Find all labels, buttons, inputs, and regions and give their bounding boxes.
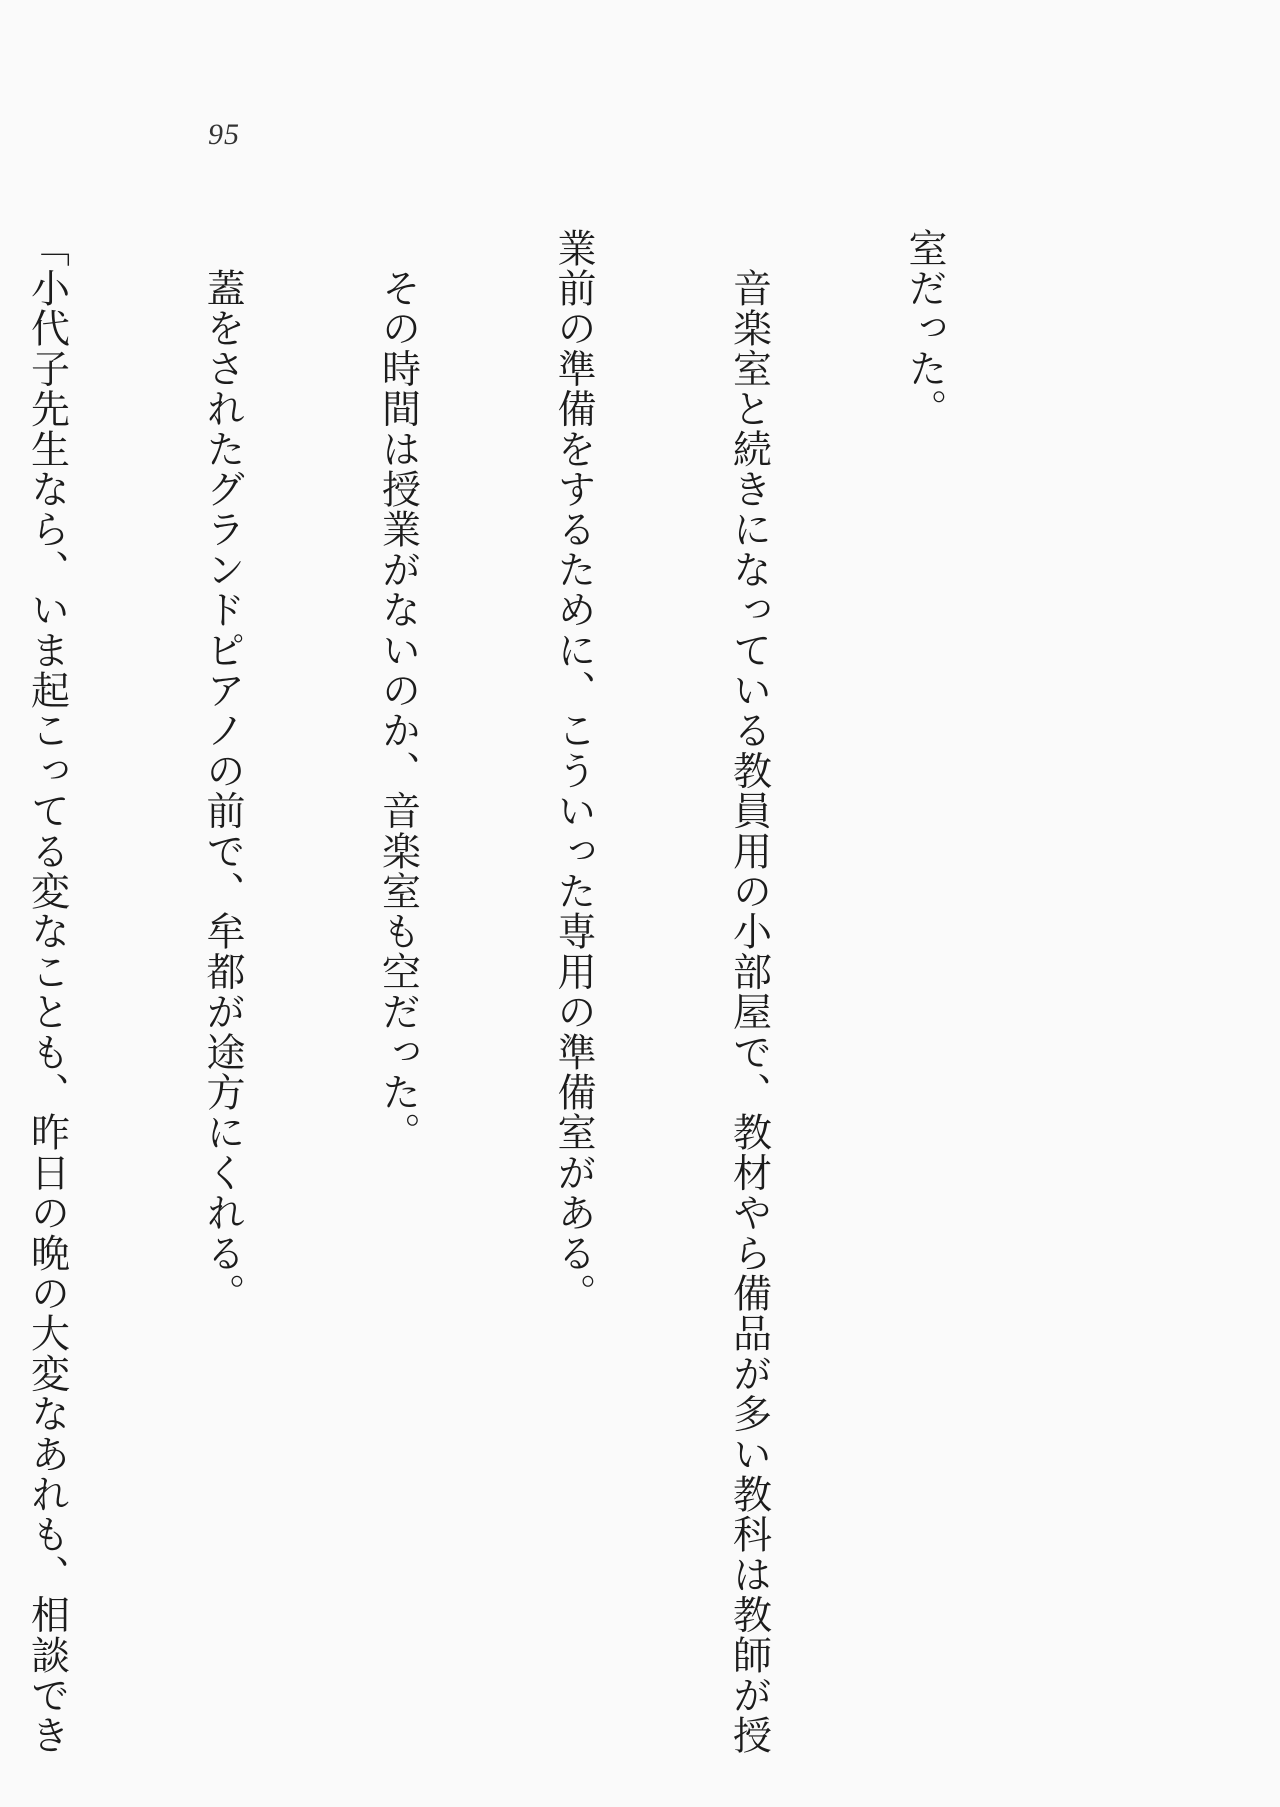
vertical-text-body	[0, 228, 1070, 1756]
text-line: 業前の準備をするために、こういった専用の準備室がある。	[551, 228, 596, 1314]
text-line: 蓋をされたグランドピアノの前で、牟都が途方にくれる。	[200, 228, 245, 1314]
text-line: 音楽室と続きになっている教員用の小部屋で、教材やら備品が多い教科は教師が授	[726, 228, 772, 1756]
page-number: 95	[208, 118, 240, 151]
text-line: 「小代子先生なら、いま起こってる変なことも、昨日の晩の大変なあれも、相談でき	[24, 228, 70, 1756]
text-line: その時間は授業がないのか、音楽室も空だった。	[375, 228, 421, 1153]
text-line: 室だった。	[902, 228, 947, 429]
